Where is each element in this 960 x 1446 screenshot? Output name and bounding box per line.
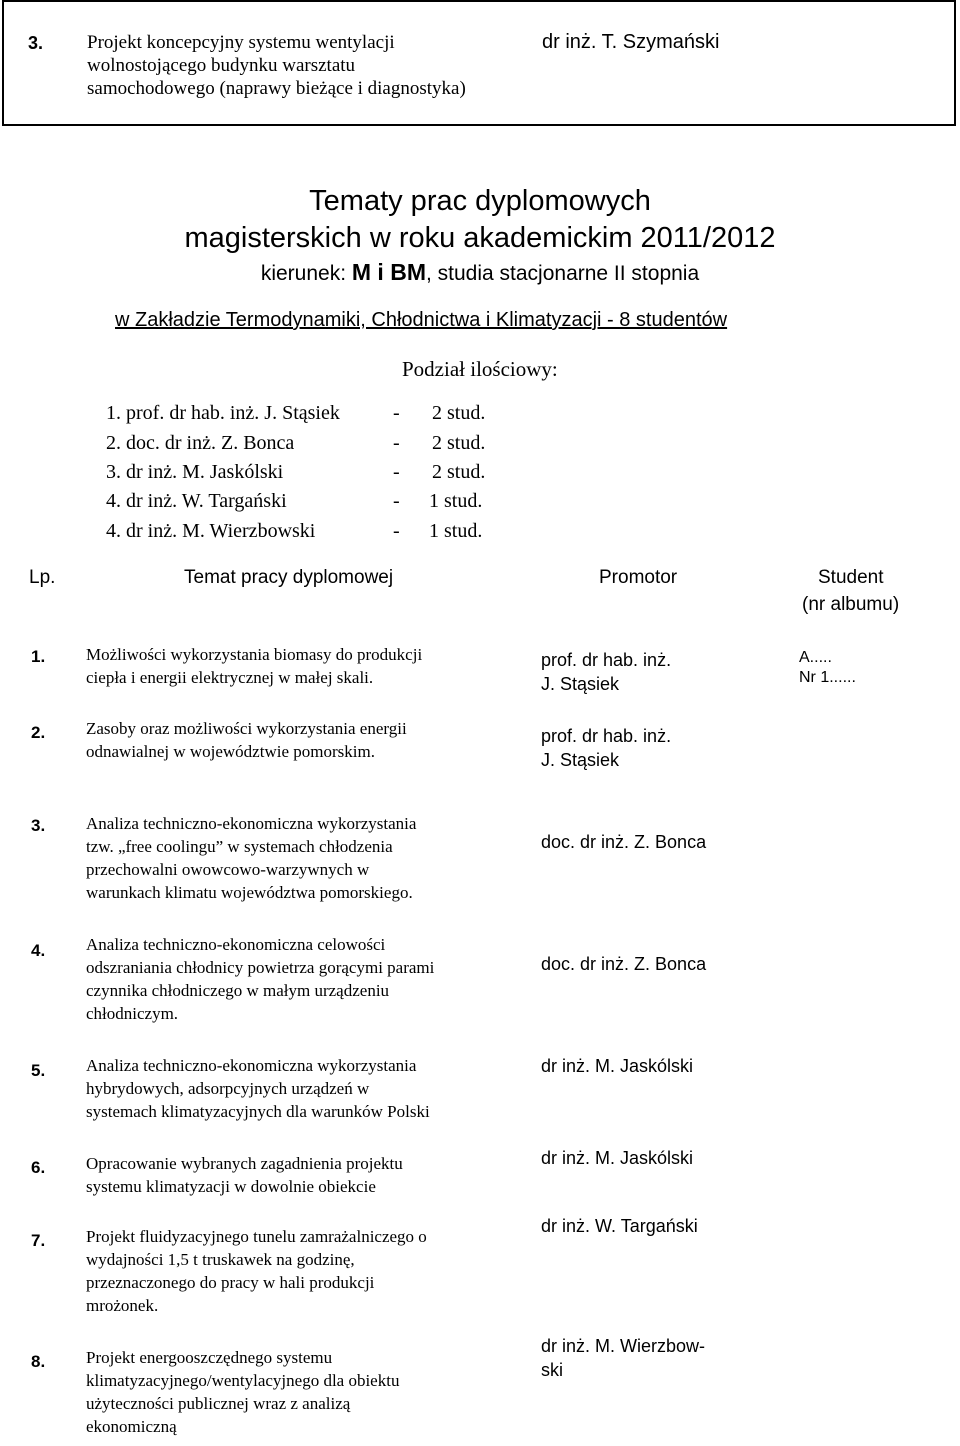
allocation-count: 1 stud. [429, 490, 483, 512]
row-topic-line: Projekt fluidyzacyjnego tunelu zamrażalniczego o [86, 1227, 427, 1246]
row-number: 8. [31, 1352, 46, 1371]
row-topic-line: systemach klimatyzacyjnych dla warunków Polski [86, 1102, 430, 1121]
page-title-line1: Tematy prac dyplomowych [309, 185, 651, 217]
row-promotor-line: dr inż. M. Jaskólski [541, 1148, 694, 1168]
row-student-line: Nr 1...... [799, 669, 856, 686]
header-topic: Temat pracy dyplomowej [184, 567, 394, 588]
row-topic-line: ciepła i energii elektrycznej w małej skali. [86, 668, 374, 687]
row-topic-line: Analiza techniczno-ekonomiczna wykorzystania [86, 814, 417, 833]
row-topic-line: Możliwości wykorzystania biomasy do produkcji [86, 645, 423, 664]
row-topic-line: przeznaczonego do pracy w hali produkcji [86, 1273, 375, 1292]
row-promotor [541, 830, 706, 854]
top-row-topic-line: wolnostojącego budynku warsztatu [87, 55, 356, 76]
row-number: 3. [31, 816, 46, 835]
row-topic-line: tzw. „free coolingu” w systemach chłodzenia [86, 837, 393, 856]
row-topic-line: mrożonek. [86, 1296, 159, 1315]
allocation-title: Podział ilościowy: [402, 357, 558, 381]
row-topic-line: chłodniczym. [86, 1004, 179, 1023]
row-topic [86, 933, 526, 1025]
allocation-dash: - [393, 432, 400, 454]
allocation-who: 2. doc. dr inż. Z. Bonca [106, 432, 295, 454]
row-promotor [541, 952, 706, 976]
row-topic-line: Analiza techniczno-ekonomiczna celowości [86, 935, 386, 954]
row-topic [86, 1346, 526, 1438]
header-student: Student [818, 567, 884, 588]
row-promotor-line: dr inż. M. Jaskólski [541, 1056, 694, 1076]
row-topic-line: odnawialnej w województwie pomorskim. [86, 742, 375, 761]
row-topic-line: odszraniania chłodnicy powietrza gorącymi parami [86, 958, 435, 977]
header-student-sub: (nr albumu) [802, 594, 900, 615]
row-topic-line: warunkach klimatu województwa pomorskiego. [86, 883, 413, 902]
allocation-dash: - [393, 461, 400, 483]
row-promotor-line: prof. dr hab. inż. [541, 650, 672, 670]
row-student-line: A..... [799, 649, 832, 666]
row-promotor-line: dr inż. W. Targański [541, 1216, 698, 1236]
row-promotor [541, 1146, 693, 1170]
row-student [799, 648, 856, 688]
row-number: 4. [31, 941, 46, 960]
row-topic [86, 643, 526, 689]
row-number: 6. [31, 1158, 46, 1177]
row-promotor-line: J. Stąsiek [541, 750, 620, 770]
row-promotor-line: ski [541, 1360, 563, 1380]
row-promotor [541, 1334, 705, 1382]
allocation-dash: - [393, 490, 400, 512]
row-number: 5. [31, 1061, 46, 1080]
row-number: 7. [31, 1231, 46, 1250]
top-row-topic-line: Projekt koncepcyjny systemu wentylacji [87, 32, 395, 53]
row-topic-line: systemu klimatyzacji w dowolnie obiekcie [86, 1177, 376, 1196]
row-topic-line: czynnika chłodniczego w małym urządzeniu [86, 981, 390, 1000]
row-topic [86, 1054, 526, 1123]
top-row-topic-line: samochodowego (naprawy bieżące i diagnostyka) [87, 78, 466, 99]
direction-prefix: kierunek: [260, 262, 352, 285]
page-title-line2: magisterskich w roku akademickim 2011/2012 [184, 222, 776, 254]
allocation-who: 4. dr inż. M. Wierzbowski [106, 520, 316, 542]
row-promotor [541, 1054, 693, 1078]
header-promotor: Promotor [599, 567, 678, 588]
allocation-count: 2 stud. [432, 461, 486, 483]
row-promotor-line: dr inż. M. Wierzbow- [541, 1336, 706, 1356]
allocation-who: 4. dr inż. W. Targański [106, 490, 287, 512]
row-topic [86, 1225, 526, 1317]
top-row-promotor: dr inż. T. Szymański [542, 31, 720, 53]
direction-line [0, 259, 960, 286]
allocation-who: 1. prof. dr hab. inż. J. Stąsiek [106, 402, 340, 424]
row-topic [86, 717, 526, 763]
row-promotor-line: J. Stąsiek [541, 674, 620, 694]
allocation-dash: - [393, 402, 400, 424]
row-promotor [541, 648, 671, 696]
row-topic [86, 812, 526, 904]
row-promotor-line: doc. dr inż. Z. Bonca [541, 954, 707, 974]
top-row-number: 3. [28, 33, 44, 53]
allocation-count: 2 stud. [432, 432, 486, 454]
allocation-count: 1 stud. [429, 520, 483, 542]
direction-name: M i BM [351, 259, 426, 285]
allocation-count: 2 stud. [432, 402, 486, 424]
row-topic-line: przechowalni owowcowo-warzywnych w [86, 860, 370, 879]
row-topic-line: ekonomiczną [86, 1417, 177, 1436]
row-number: 2. [31, 723, 46, 742]
row-topic-line: Opracowanie wybranych zagadnienia projektu [86, 1154, 403, 1173]
row-promotor [541, 1214, 698, 1238]
direction-suffix: , studia stacjonarne II stopnia [425, 262, 700, 285]
allocation-dash: - [393, 520, 400, 542]
row-topic-line: użyteczności publicznej wraz z analizą [86, 1394, 351, 1413]
row-topic-line: klimatyzacyjnego/wentylacyjnego dla obiektu [86, 1371, 400, 1390]
row-topic [86, 1152, 526, 1198]
row-topic-line: Projekt energooszczędnego systemu [86, 1348, 333, 1367]
header-lp: Lp. [29, 567, 56, 588]
row-topic-line: wydajności 1,5 t truskawek na godzinę, [86, 1250, 355, 1269]
row-topic-line: hybrydowych, adsorpcyjnych urządzeń w [86, 1079, 370, 1098]
department-line: w Zakładzie Termodynamiki, Chłodnictwa i Klimatyzacji - 8 studentów [115, 309, 728, 331]
row-number: 1. [31, 647, 46, 666]
row-promotor-line: prof. dr hab. inż. [541, 726, 672, 746]
top-row-topic [87, 31, 466, 100]
row-promotor-line: doc. dr inż. Z. Bonca [541, 832, 707, 852]
row-topic-line: Analiza techniczno-ekonomiczna wykorzystania [86, 1056, 417, 1075]
allocation-who: 3. dr inż. M. Jaskólski [106, 461, 284, 483]
row-promotor [541, 724, 671, 772]
row-topic-line: Zasoby oraz możliwości wykorzystania energii [86, 719, 407, 738]
